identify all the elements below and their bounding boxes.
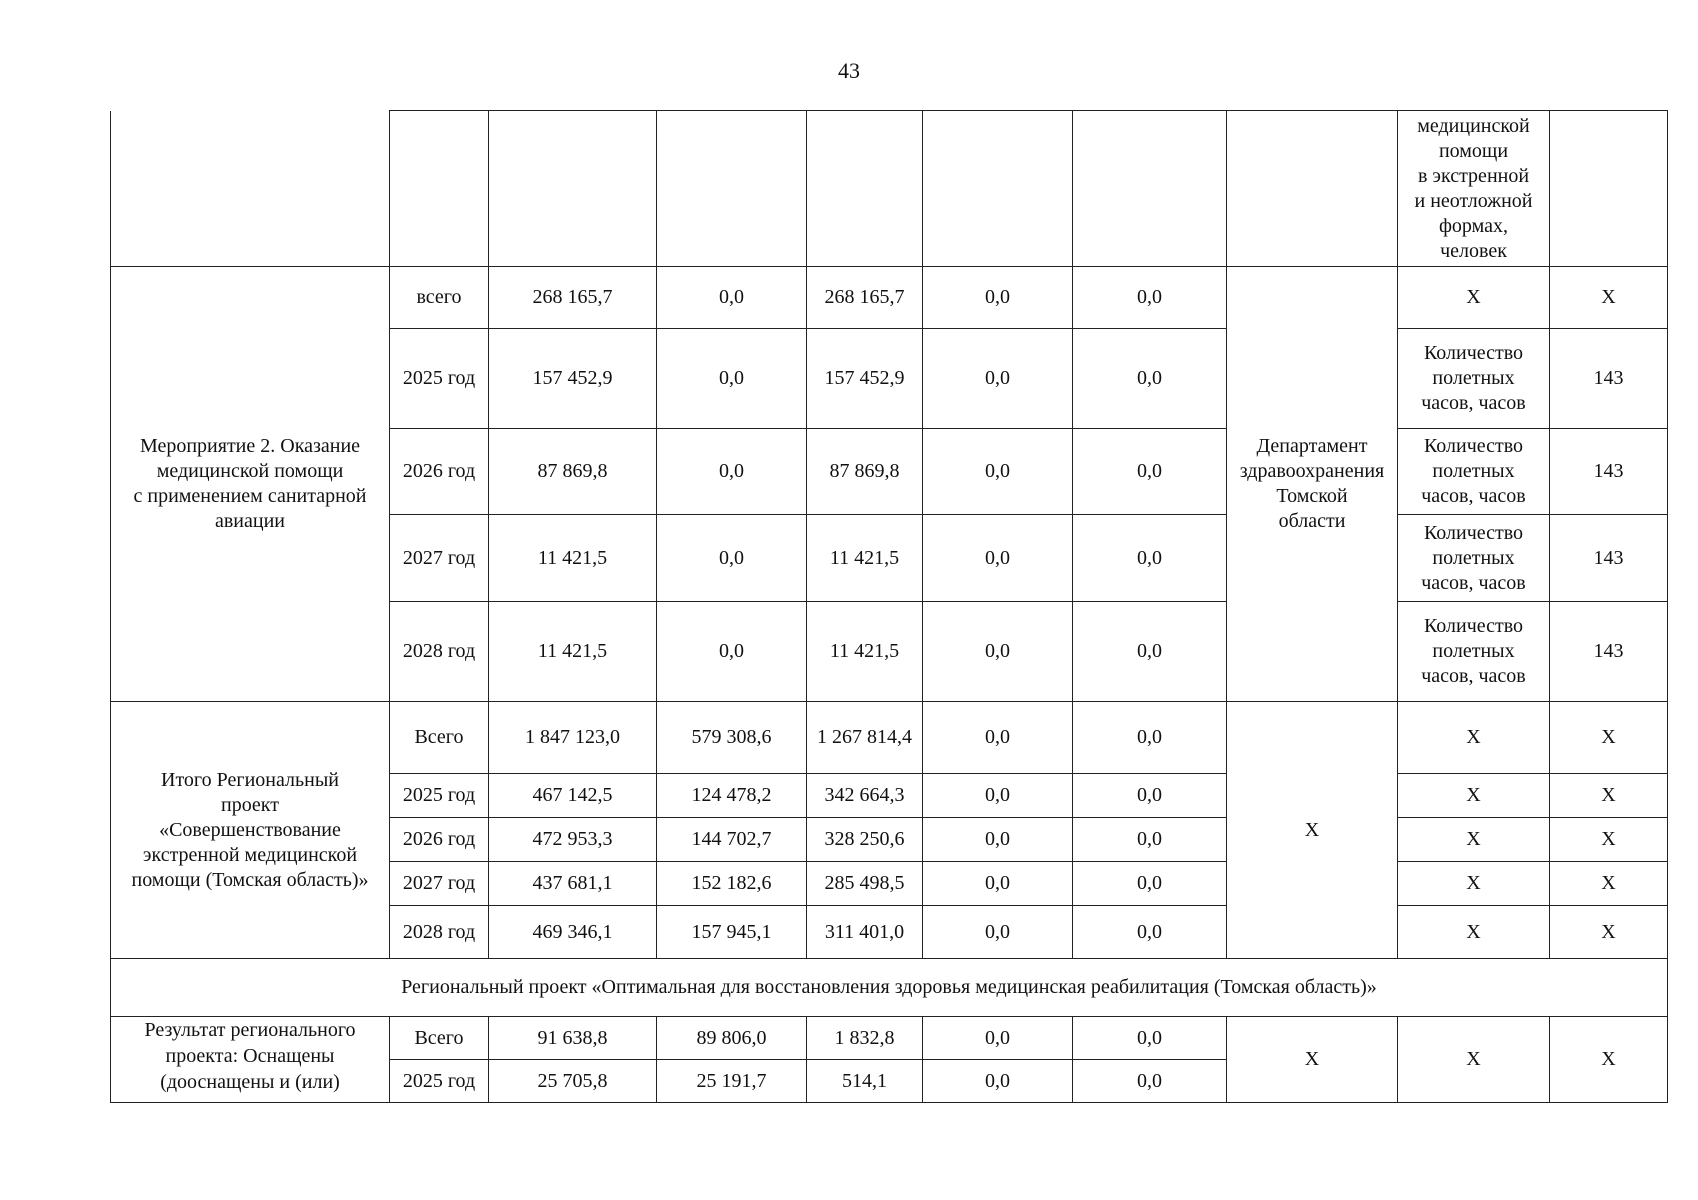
other-cell: 0,0 [1073, 1060, 1227, 1103]
federal-cell: 579 308,6 [657, 702, 807, 774]
federal-cell: 157 945,1 [657, 906, 807, 959]
regional-cell: 328 250,6 [807, 818, 923, 862]
indicator-cell: Количество полетных часов, часов [1398, 515, 1550, 602]
indicator-cell: Х [1398, 862, 1550, 906]
period-cell: 2025 год [390, 329, 489, 429]
section-header: Региональный проект «Оптимальная для восстановления здоровья медицинская реабилитация (Томская область)» [111, 959, 1668, 1017]
regional-cell: 1 832,8 [807, 1017, 923, 1060]
indicator-cell: Количество полетных часов, часов [1398, 602, 1550, 702]
indicator-cell: Х [1398, 1017, 1550, 1103]
local-cell: 0,0 [923, 329, 1073, 429]
total-cell: 469 346,1 [489, 906, 657, 959]
regional-cell: 1 267 814,4 [807, 702, 923, 774]
total-cell: 91 638,8 [489, 1017, 657, 1060]
value-cell: 143 [1550, 429, 1668, 515]
other-cell: 0,0 [1073, 702, 1227, 774]
measure-name: Мероприятие 2. Оказание медицинской помощи с применением санитарной авиации [111, 267, 390, 702]
local-cell: 0,0 [923, 774, 1073, 818]
cell-empty [807, 111, 923, 267]
table-row [111, 111, 1668, 267]
budget-table [110, 110, 1668, 1103]
indicator-cell: Количество полетных часов, часов [1398, 429, 1550, 515]
total-cell: 268 165,7 [489, 267, 657, 329]
value-cell: Х [1550, 774, 1668, 818]
cell-empty [923, 111, 1073, 267]
regional-cell: 157 452,9 [807, 329, 923, 429]
total-cell: 437 681,1 [489, 862, 657, 906]
regional-cell: 514,1 [807, 1060, 923, 1103]
regional-cell: 87 869,8 [807, 429, 923, 515]
other-cell: 0,0 [1073, 429, 1227, 515]
indicator-cell: Х [1398, 702, 1550, 774]
table-row [111, 702, 1668, 774]
project-total-name: Итого Региональный проект «Совершенствование экстренной медицинской помощи (Томская область)» [111, 702, 390, 959]
cell-empty [390, 111, 489, 267]
indicator-cell: Х [1398, 818, 1550, 862]
regional-cell: 11 421,5 [807, 602, 923, 702]
federal-cell: 144 702,7 [657, 818, 807, 862]
total-cell: 1 847 123,0 [489, 702, 657, 774]
value-cell: Х [1550, 818, 1668, 862]
federal-cell: 0,0 [657, 429, 807, 515]
local-cell: 0,0 [923, 906, 1073, 959]
period-cell: 2027 год [390, 515, 489, 602]
value-cell: 143 [1550, 329, 1668, 429]
local-cell: 0,0 [923, 602, 1073, 702]
total-cell: 472 953,3 [489, 818, 657, 862]
cell-empty [1550, 111, 1668, 267]
period-cell: 2028 год [390, 906, 489, 959]
period-cell: 2028 год [390, 602, 489, 702]
page-number: 43 [838, 58, 860, 83]
cell-empty [657, 111, 807, 267]
federal-cell: 0,0 [657, 602, 807, 702]
total-cell: 157 452,9 [489, 329, 657, 429]
total-cell: 25 705,8 [489, 1060, 657, 1103]
period-cell: 2025 год [390, 774, 489, 818]
total-cell: 11 421,5 [489, 515, 657, 602]
period-cell: всего [390, 267, 489, 329]
other-cell: 0,0 [1073, 329, 1227, 429]
value-cell: Х [1550, 267, 1668, 329]
total-cell: 87 869,8 [489, 429, 657, 515]
table-row [111, 959, 1668, 1017]
period-cell: 2026 год [390, 818, 489, 862]
other-cell: 0,0 [1073, 1017, 1227, 1060]
value-cell: Х [1550, 862, 1668, 906]
value-cell: Х [1550, 906, 1668, 959]
value-cell: 143 [1550, 515, 1668, 602]
local-cell: 0,0 [923, 862, 1073, 906]
total-cell: 11 421,5 [489, 602, 657, 702]
value-cell: Х [1550, 1017, 1668, 1103]
regional-cell: 11 421,5 [807, 515, 923, 602]
period-cell: Всего [390, 1017, 489, 1060]
local-cell: 0,0 [923, 702, 1073, 774]
regional-cell: 311 401,0 [807, 906, 923, 959]
regional-cell: 342 664,3 [807, 774, 923, 818]
value-cell: Х [1550, 702, 1668, 774]
other-cell: 0,0 [1073, 267, 1227, 329]
local-cell: 0,0 [923, 1017, 1073, 1060]
cell-empty [489, 111, 657, 267]
cell-empty [1073, 111, 1227, 267]
table-row [111, 1017, 1668, 1060]
federal-cell: 152 182,6 [657, 862, 807, 906]
indicator-cell: медицинской помощи в экстренной и неотложной формах, человек [1398, 111, 1550, 267]
regional-cell: 268 165,7 [807, 267, 923, 329]
period-cell: 2027 год [390, 862, 489, 906]
federal-cell: 89 806,0 [657, 1017, 807, 1060]
result-name: Результат регионального проекта: Оснащены (дооснащены и (или) [111, 1017, 390, 1103]
indicator-cell: Х [1398, 267, 1550, 329]
indicator-cell: Количество полетных часов, часов [1398, 329, 1550, 429]
other-cell: 0,0 [1073, 602, 1227, 702]
other-cell: 0,0 [1073, 906, 1227, 959]
federal-cell: 0,0 [657, 515, 807, 602]
federal-cell: 0,0 [657, 329, 807, 429]
responsible-cell: Х [1227, 1017, 1398, 1103]
federal-cell: 0,0 [657, 267, 807, 329]
indicator-cell: Х [1398, 906, 1550, 959]
period-cell: 2025 год [390, 1060, 489, 1103]
federal-cell: 25 191,7 [657, 1060, 807, 1103]
regional-cell: 285 498,5 [807, 862, 923, 906]
local-cell: 0,0 [923, 515, 1073, 602]
period-cell: Всего [390, 702, 489, 774]
cell-empty [111, 111, 390, 267]
table-row [111, 267, 1668, 329]
other-cell: 0,0 [1073, 862, 1227, 906]
responsible-cell: Х [1227, 702, 1398, 959]
other-cell: 0,0 [1073, 818, 1227, 862]
responsible-cell: Департамент здравоохранения Томской области [1227, 267, 1398, 702]
local-cell: 0,0 [923, 429, 1073, 515]
value-cell: 143 [1550, 602, 1668, 702]
other-cell: 0,0 [1073, 515, 1227, 602]
other-cell: 0,0 [1073, 774, 1227, 818]
period-cell: 2026 год [390, 429, 489, 515]
local-cell: 0,0 [923, 1060, 1073, 1103]
federal-cell: 124 478,2 [657, 774, 807, 818]
local-cell: 0,0 [923, 267, 1073, 329]
indicator-cell: Х [1398, 774, 1550, 818]
total-cell: 467 142,5 [489, 774, 657, 818]
local-cell: 0,0 [923, 818, 1073, 862]
cell-empty [1227, 111, 1398, 267]
